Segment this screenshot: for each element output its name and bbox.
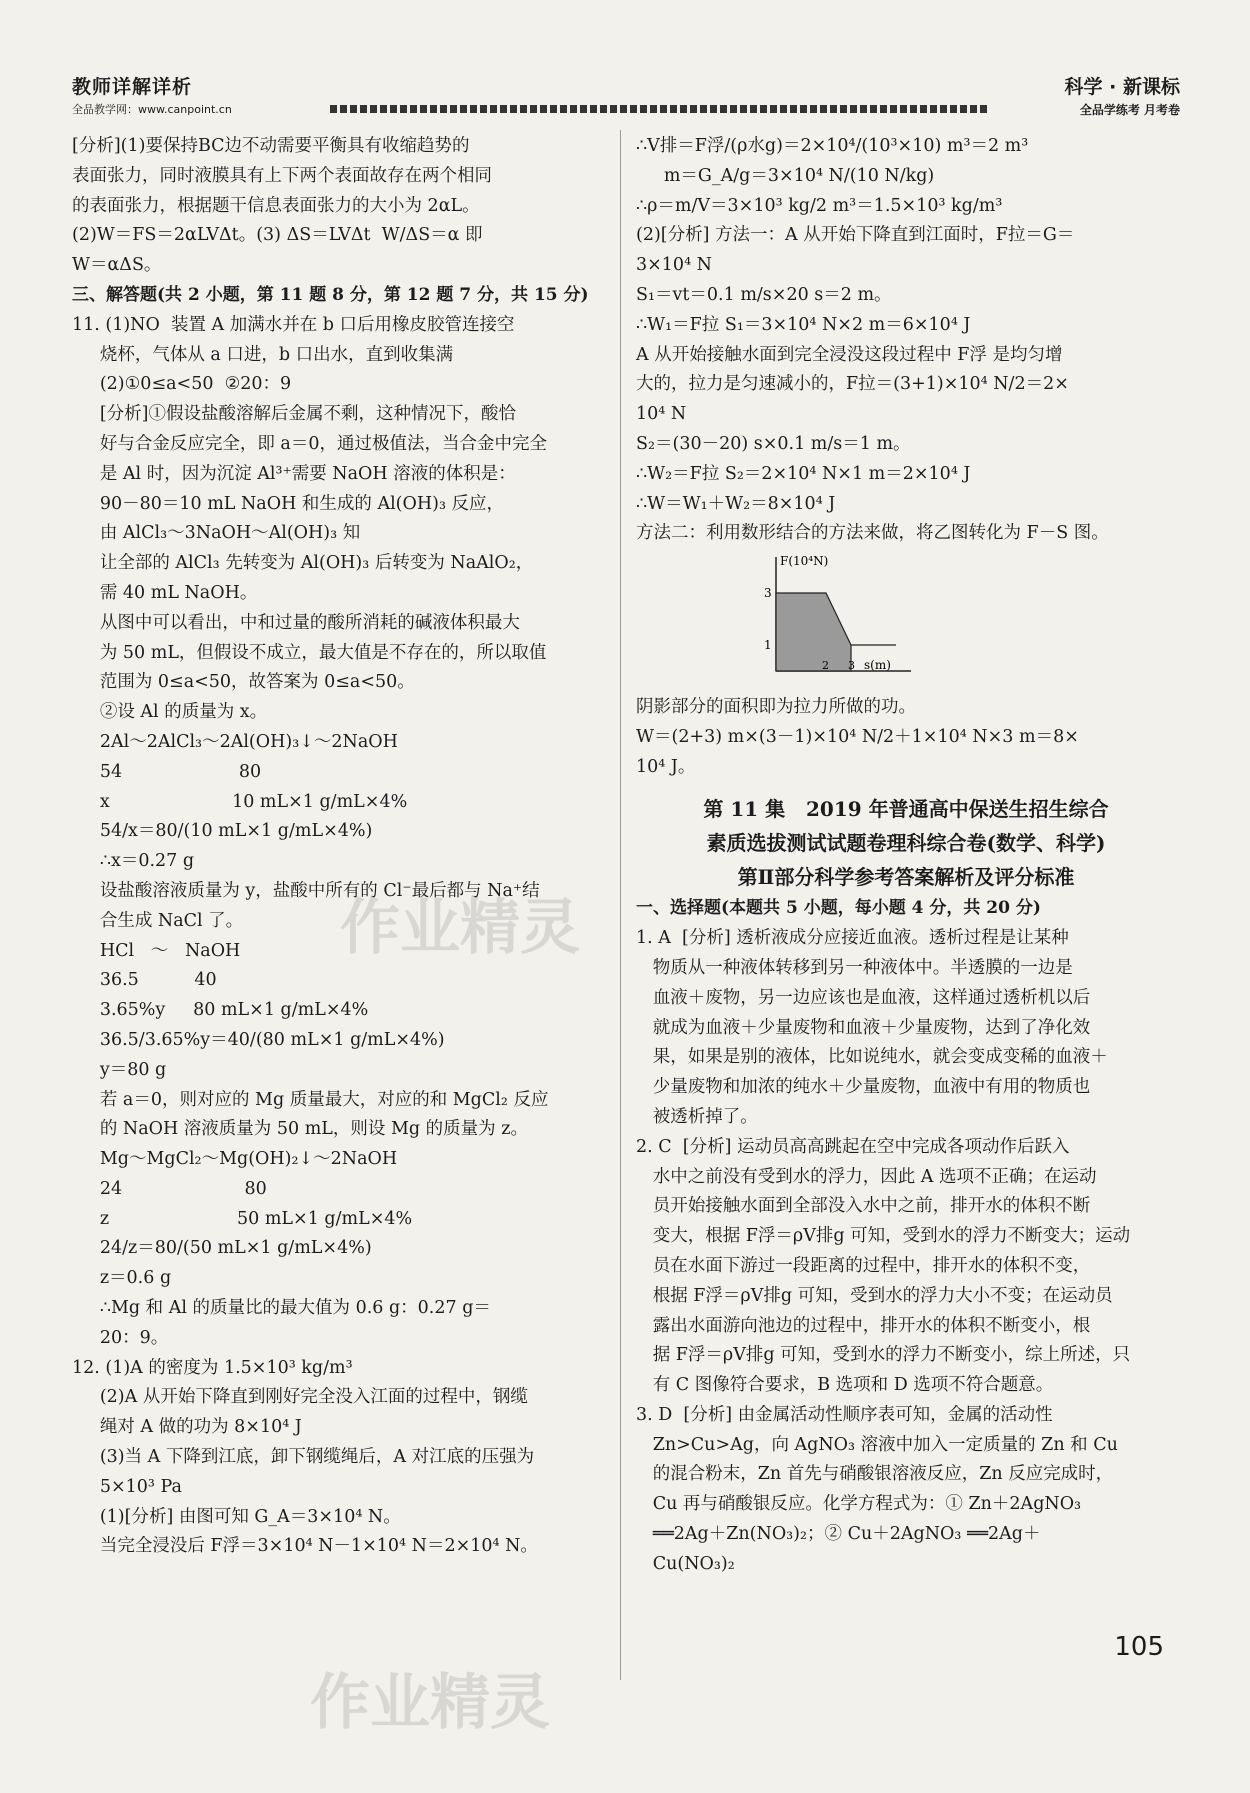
graph-x-tick-3: 3	[848, 659, 855, 673]
graph-y-tick-3: 3	[764, 586, 772, 601]
right-text-line: 大的，拉力是匀速减小的，F拉＝(3+1)×10⁴ N/2＝2×	[636, 374, 1069, 395]
right-text-line: A 从开始接触水面到完全浸没这段过程中 F浮 是均匀增	[636, 344, 1063, 365]
right-text-line: 1. A [分析] 透析液成分应接近血液。透析过程是让某种	[636, 928, 1069, 949]
left-text-line: ∴Mg 和 Al 的质量比的最大值为 0.6 g：0.27 g＝	[72, 1298, 491, 1319]
left-text-line: z 50 mL×1 g/mL×4%	[72, 1208, 413, 1229]
left-text-line: (2)A 从开始下降直到刚好完全没入江面的过程中，钢缆	[72, 1387, 528, 1408]
left-text-line: 3.65%y 80 mL×1 g/mL×4%	[72, 1000, 369, 1021]
left-text-line: 表面张力，同时液膜具有上下两个表面故存在两个相同	[72, 165, 492, 186]
right-text-line: Cu(NO₃)₂	[636, 1553, 735, 1574]
f-s-graph	[746, 553, 1176, 689]
left-text-line: 为 50 mL，但假设不成立，最大值是不存在的，所以取值	[72, 642, 547, 663]
left-text-line: 的 NaOH 溶液质量为 50 mL，则设 Mg 的质量为 z。	[72, 1119, 528, 1140]
left-text-line: 当完全浸没后 F浮＝3×10⁴ N－1×10⁴ N＝2×10⁴ N。	[72, 1536, 538, 1557]
graph-x-label: s(m)	[864, 658, 891, 673]
left-column	[72, 132, 612, 1562]
right-text-line: ══2Ag＋Zn(NO₃)₂；② Cu＋2AgNO₃ ══2Ag＋	[636, 1524, 1041, 1545]
left-text-line: 54 80	[72, 761, 262, 782]
header-right	[1065, 72, 1180, 118]
right-text-line: (2)[分析] 方法一：A 从开始下降直到江面时，F拉＝G＝	[636, 225, 1075, 246]
right-text-line: 10⁴ J。	[636, 756, 696, 777]
right-text-line: 一、选择题(本题共 5 小题，每小题 4 分，共 20 分)	[636, 898, 1041, 919]
right-text-line: 员开始接触水面到全部没入水中之前，排开水的体积不断	[636, 1196, 1091, 1217]
right-text-line: ∴W＝W₁＋W₂＝8×10⁴ J	[636, 493, 836, 514]
left-text-line: 90－80＝10 mL NaOH 和生成的 Al(OH)₃ 反应，	[72, 493, 505, 514]
right-text-line: 果，如果是别的液体，比如说纯水，就会变成变稀的血液＋	[636, 1047, 1108, 1068]
right-column	[636, 132, 1176, 1580]
left-text-line: 12. (1)A 的密度为 1.5×10³ kg/m³	[72, 1357, 353, 1378]
right-text-line: 变大，根据 F浮＝ρV排g 可知，受到水的浮力不断变大；运动	[636, 1226, 1131, 1247]
left-text-line: [分析](1)要保持BC边不动需要平衡具有收缩趋势的	[72, 136, 470, 156]
left-text-line: 由 AlCl₃～3NaOH～Al(OH)₃ 知	[72, 523, 361, 544]
left-text-line: HCl ～ NaOH	[72, 940, 241, 961]
left-text-line: (2)①0≤a<50 ②20：9	[72, 374, 292, 395]
right-text-line: 血液＋废物，另一边应该也是血液，这样通过透析机以后	[636, 987, 1091, 1008]
header-left-title: 教师详解详析	[72, 76, 193, 98]
right-text-line: m＝G_A/g＝3×10⁴ N/(10 N/kg)	[636, 165, 935, 186]
left-text-line: 54/x＝80/(10 mL×1 g/mL×4%)	[72, 821, 373, 842]
right-text-line: 被透析掉了。	[636, 1106, 758, 1127]
right-text-line: 2. C [分析] 运动员高高跳起在空中完成各项动作后跃入	[636, 1136, 1070, 1157]
left-text-line: 的表面张力，根据题干信息表面张力的大小为 2αL。	[72, 195, 480, 216]
right-text-line: 露出水面游向池边的过程中，排开水的体积不断变小，根	[636, 1315, 1091, 1336]
header-dash-rule	[330, 105, 990, 113]
left-text-line: 2Al～2AlCl₃～2Al(OH)₃↓～2NaOH	[72, 731, 398, 752]
left-text-line: 绳对 A 做的功为 8×10⁴ J	[72, 1417, 302, 1438]
heading-line: 第 11 集 2019 年普通高中保送生招生综合	[703, 797, 1109, 822]
right-text-line: 少量废物和加浓的纯水＋少量废物，血液中有用的物质也	[636, 1077, 1091, 1098]
right-text-line: ∴W₁＝F拉 S₁＝3×10⁴ N×2 m＝6×10⁴ J	[636, 314, 971, 335]
right-mid-block	[636, 693, 1176, 782]
right-text-line: 的混合粉末，Zn 首先与硝酸银溶液反应，Zn 反应完成时，	[636, 1464, 1114, 1485]
right-text-line: S₂＝(30－20) s×0.1 m/s＝1 m。	[636, 433, 911, 454]
left-text-line: (2)W＝FS＝2αLVΔt。(3) ΔS＝LVΔt W/ΔS＝α 即	[72, 225, 483, 246]
left-text-line: 11. (1)NO 装置 A 加满水并在 b 口后用橡皮胶管连接空	[72, 314, 515, 335]
left-text-line: 20：9。	[72, 1327, 169, 1348]
left-text-line: 36.5/3.65%y＝40/(80 mL×1 g/mL×4%)	[72, 1029, 445, 1050]
right-text-line: Zn>Cu>Ag，向 AgNO₃ 溶液中加入一定质量的 Zn 和 Cu	[636, 1434, 1118, 1455]
left-text-line: 好与合金反应完全，即 a＝0，通过极值法，当合金中完全	[72, 433, 547, 454]
page-number: 105	[1114, 1632, 1164, 1662]
left-text-line: ②设 Al 的质量为 x。	[72, 702, 268, 723]
right-text-line: 就成为血液＋少量废物和血液＋少量废物，达到了净化效	[636, 1017, 1091, 1038]
left-text-line: [分析]①假设盐酸溶解后金属不剩，这种情况下，酸恰	[72, 404, 516, 425]
header-left	[72, 72, 232, 117]
left-text-line: 需 40 mL NaOH。	[72, 582, 258, 603]
left-text-line: 36.5 40	[72, 970, 217, 991]
watermark-1: 作业精灵	[340, 893, 580, 963]
right-text-line: 物质从一种液体转移到另一种液体中。半透膜的一边是	[636, 957, 1073, 978]
right-text-line: 3. D [分析] 由金属活动性顺序表可知，金属的活动性	[636, 1404, 1053, 1425]
graph-x-tick-2: 2	[822, 659, 829, 673]
left-text-line: 24/z＝80/(50 mL×1 g/mL×4%)	[72, 1238, 372, 1259]
right-top-block	[636, 132, 1176, 549]
right-text-line: 10⁴ N	[636, 404, 687, 425]
left-text-line: 让全部的 AlCl₃ 先转变为 Al(OH)₃ 后转变为 NaAlO₂，	[72, 553, 534, 574]
left-text-line: (1)[分析] 由图可知 G_A＝3×10⁴ N。	[72, 1506, 401, 1527]
right-text-line: 据 F浮＝ρV排g 可知，受到水的浮力不断变小，综上所述，只	[636, 1345, 1131, 1366]
right-text-line: 根据 F浮＝ρV排g 可知，受到水的浮力大小不变；在运动员	[636, 1285, 1113, 1306]
right-text-line: ∴ρ＝m/V＝3×10³ kg/2 m³＝1.5×10³ kg/m³	[636, 195, 1003, 216]
left-text-line: 若 a＝0，则对应的 Mg 质量最大，对应的和 MgCl₂ 反应	[72, 1089, 549, 1110]
left-text-line: z＝0.6 g	[72, 1268, 172, 1289]
left-text-line: Mg～MgCl₂～Mg(OH)₂↓～2NaOH	[72, 1149, 398, 1170]
heading-line: 素质选拔测试试题卷理科综合卷(数学、科学)	[706, 831, 1106, 856]
right-text-line: 方法二：利用数形结合的方法来做，将乙图转化为 F－S 图。	[636, 523, 1109, 544]
left-text-line: ∴x＝0.27 g	[72, 851, 195, 872]
heading-line: 第Ⅱ部分科学参考答案解析及评分标准	[737, 865, 1075, 890]
left-text-line: 设盐酸溶液质量为 y，盐酸中所有的 Cl⁻最后都与 Na⁺结	[72, 880, 540, 901]
right-text-line: 水中之前没有受到水的浮力，因此 A 选项不正确；在运动	[636, 1166, 1097, 1187]
left-text-line: 5×10³ Pa	[72, 1476, 182, 1497]
left-text-line: W＝αΔS。	[72, 255, 162, 276]
header-left-site: 全品教学网：www.canpoint.cn	[72, 103, 232, 116]
right-text-line: 3×10⁴ N	[636, 255, 712, 276]
left-text-line: x 10 mL×1 g/mL×4%	[72, 791, 408, 812]
header-right-brand: 全品学练考 月考卷	[1079, 103, 1180, 117]
right-text-line: 阴影部分的面积即为拉力所做的功。	[636, 696, 916, 717]
left-text-line: 从图中可以看出，中和过量的酸所消耗的碱液体积最大	[72, 612, 520, 633]
right-text-line: 有 C 图像符合要求，B 选项和 D 选项不符合题意。	[636, 1375, 1054, 1396]
right-text-line: ∴W₂＝F拉 S₂＝2×10⁴ N×1 m＝2×10⁴ J	[636, 463, 971, 484]
watermark-2: 作业精灵	[310, 1668, 550, 1738]
right-text-line: Cu 再与硝酸银反应。化学方程式为：① Zn＋2AgNO₃	[636, 1494, 1082, 1515]
section-heading	[636, 792, 1176, 894]
right-text-line: S₁＝vt＝0.1 m/s×20 s＝2 m。	[636, 284, 892, 305]
column-divider	[620, 130, 621, 1680]
graph-y-label: F(10⁴N)	[780, 554, 829, 569]
right-bottom-block	[636, 894, 1176, 1579]
graph-y-tick-1: 1	[764, 638, 772, 653]
left-text-line: 24 80	[72, 1178, 267, 1199]
graph-shaded-area	[776, 593, 851, 671]
left-text-line: 是 Al 时，因为沉淀 Al³⁺需要 NaOH 溶液的体积是：	[72, 463, 516, 484]
left-text-line: 三、解答题(共 2 小题，第 11 题 8 分，第 12 题 7 分，共 15 分)	[72, 284, 589, 305]
header-right-title: 科学 · 新课标	[1064, 76, 1180, 98]
left-text-line: (3)当 A 下降到江底，卸下钢缆绳后，A 对江底的压强为	[72, 1447, 535, 1468]
right-text-line: W＝(2+3) m×(3－1)×10⁴ N/2＋1×10⁴ N×3 m＝8×	[636, 726, 1079, 747]
right-text-line: 员在水面下游过一段距离的过程中，排开水的体积不变，	[636, 1255, 1091, 1276]
left-text-line: 合生成 NaCl 了。	[72, 910, 244, 931]
left-text-line: y＝80 g	[72, 1059, 167, 1080]
left-text-line: 范围为 0≤a<50，故答案为 0≤a<50。	[72, 672, 415, 693]
left-text-line: 烧杯，气体从 a 口进，b 口出水，直到收集满	[72, 344, 454, 365]
right-text-line: ∴V排＝F浮/(ρ水g)＝2×10⁴/(10³×10) m³＝2 m³	[636, 136, 1029, 156]
